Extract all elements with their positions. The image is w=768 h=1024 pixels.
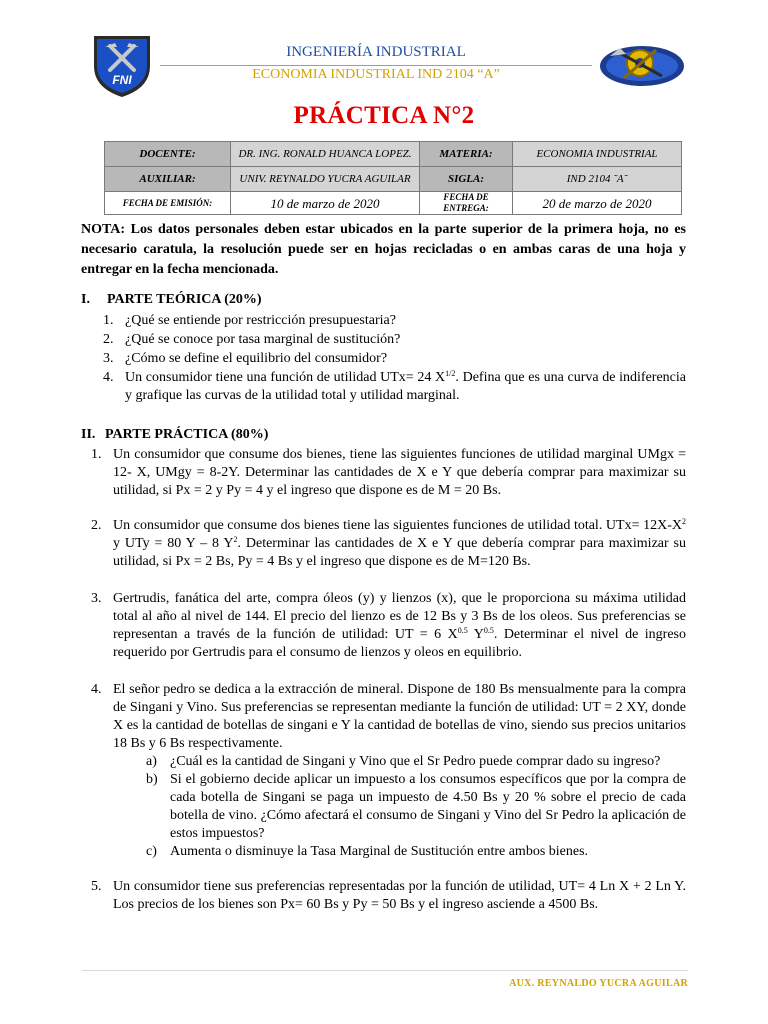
auxiliar-value: UNIV. REYNALDO YUCRA AGUILAR <box>231 167 420 192</box>
emision-value: 10 de marzo de 2020 <box>231 192 420 215</box>
sigla-value: IND 2104 ˜A˜ <box>513 167 682 192</box>
sigla-label: SIGLA: <box>420 167 513 192</box>
list-item: 4. Un consumidor tiene una función de utilidad UTx= 24 $X^{1/2}$. Defina que es una curva de indiferencia y grafique las curvas de la utilidad total y utilidad marginal. <box>103 369 686 403</box>
practice-problem-4: El señor pedro se dedica a la extracción de mineral. Dispone de 180 Bs mensualmente para la compra de Singani y Vino. Sus preferencias se representan mediante la función de utilidad: UT = 2 XY, donde X es la cantidad de botellas de singani e Y la cantidad de botellas de vino, siendo sus precios unitarios 18 Bs y 6 Bs respectivamente. <box>113 682 686 751</box>
header-course: ECONOMIA INDUSTRIAL IND 2104 “A” <box>252 67 500 82</box>
info-table <box>104 141 682 215</box>
section-title: PARTE TEÓRICA (20%) <box>107 292 262 307</box>
auxiliar-label: AUXILIAR: <box>105 167 231 192</box>
footer-divider <box>82 970 688 971</box>
fni-shield-logo <box>88 32 156 100</box>
list-item: 4. El señor pedro se dedica a la extracción de mineral. Dispone de 180 Bs mensualmente para la compra de Singani y Vino. Sus preferencias se representan mediante la función de utilidad: UT = 2 XY, donde X es la cantidad de botellas de singani e Y la cantidad de botellas de vino, siendo sus precios unitarios 18 Bs y 6 Bs respectivamente. <box>91 682 686 751</box>
list-item: 1. Un consumidor que consume dos bienes, tiene las siguientes funciones de utilidad marginal UMgx = 12- X, UMgy = 8-2Y. Determinar las cantidades de X e Y que debería comprar para maximizar su utilidad, si Px = 2 y Py = 4 y el ingreso que dispone es de M = 20 Bs. <box>91 447 686 498</box>
list-item: a) ¿Cuál es la cantidad de Singani y Vino que el Sr Pedro puede comprar dado su ingreso? <box>146 754 661 769</box>
practice-problem-3: Gertrudis, fanática del arte, compra óleos (y) y lienzos (x), que le proporciona su máxima utilidad total al año al nivel de 144. El precio del lienzo es de 12 Bs y 3 Bs de los oleos. Sus preferencias se representan a través de la función de utilidad: UT = 6 $X^{0.5}$ $Y^{0.5}$. Determinar el nivel de ingreso requerido por Gertrudis para el consumo de lienzos y oleos en equilibrio. <box>113 591 686 660</box>
info-row <box>105 192 682 215</box>
problem-4c: Aumenta o disminuye la Tasa Marginal de Sustitución entre ambos bienes. <box>170 844 589 859</box>
section-number: I. <box>81 292 90 307</box>
problem-4b: Si el gobierno decide aplicar un impuesto a los consumos específicos que por la compra de cada botella de Singani se paga un impuesto de 4.50 Bs y 20 % sobre el precio de cada botella de vino. ¿Cómo afectará el consumo de Singani y Vino del Sr Pedro la aplicación de estos impuestos? <box>170 772 686 841</box>
materia-value: ECONOMIA INDUSTRIAL <box>513 142 682 167</box>
fni-logo-text: FNI <box>112 73 132 87</box>
page-title: PRÁCTICA N°2 <box>293 102 475 129</box>
list-item: 3. Gertrudis, fanática del arte, compra óleos (y) y lienzos (x), que le proporciona su máxima utilidad total al año al nivel de 144. El precio del lienzo es de 12 Bs y 3 Bs de los oleos. Sus preferencias se representan a través de la función de utilidad: UT = 6 $X^{0.5}$ $Y^{0.5}$. Determinar el nivel de ingreso requerido por Gertrudis para el consumo de lienzos y oleos en equilibrio. <box>91 591 686 660</box>
problem-4a: ¿Cuál es la cantidad de Singani y Vino que el Sr Pedro puede comprar dado su ingreso? <box>170 754 661 769</box>
practice-problem-5: Un consumidor tiene sus preferencias representadas por la función de utilidad, UT= 4 Ln X + 2 Ln Y. Los precios de los bienes son Px= 60 Bs y Py = 50 Bs y el ingreso asciende a 4500 Bs. <box>113 879 686 912</box>
list-item: b) Si el gobierno decide aplicar un impuesto a los consumos específicos que por la compra de cada botella de Singani se paga un impuesto de 4.50 Bs y 20 % sobre el precio de cada botella de vino. ¿Cómo afectará el consumo de Singani y Vino del Sr Pedro la aplicación de estos impuestos? <box>146 772 686 841</box>
theory-question-2: ¿Qué se conoce por tasa marginal de sustitución? <box>125 332 401 347</box>
info-row <box>105 167 682 192</box>
list-item: 1. ¿Qué se entiende por restricción presupuestaria? <box>103 313 396 328</box>
list-item: 5. Un consumidor tiene sus preferencias representadas por la función de utilidad, UT= 4 Ln X + 2 Ln Y. Los precios de los bienes son Px= 60 Bs y Py = 50 Bs y el ingreso asciende a 4500 Bs. <box>91 879 686 912</box>
section-number: II. <box>81 427 96 442</box>
info-row <box>105 142 682 167</box>
docente-label: DOCENTE: <box>105 142 231 167</box>
theory-question-3: ¿Cómo se define el equilibrio del consumidor? <box>125 351 388 366</box>
list-item: c) Aumenta o disminuye la Tasa Marginal de Sustitución entre ambos bienes. <box>146 844 589 859</box>
note-paragraph: NOTA: Los datos personales deben estar ubicados en la parte superior de la primera hoja, no es necesario caratula, la resolución puede ser en hojas recicladas o en ambas caras de una hoja y entregar en la fecha mencionada. <box>81 222 686 277</box>
list-item: 2. Un consumidor que consume dos bienes tiene las siguientes funciones de utilidad total. $UTx= 12X-X^2$ y UTy = 80 Y – 8 $Y^2$. Determinar las cantidades de X e Y que debería comprar para maximizar su utilidad, si Px = 2 Bs, Py = 4 Bs y el ingreso que dispone es de M=120 Bs. <box>91 517 686 569</box>
practice-problem-1: Un consumidor que consume dos bienes, tiene las siguientes funciones de utilidad marginal UMgx = 12- X, UMgy = 8-2Y. Determinar las cantidades de X e Y que debería comprar para maximizar su utilidad, si Px = 2 y Py = 4 y el ingreso que dispone es de M = 20 Bs. <box>113 447 686 498</box>
theory-question-4: Un consumidor tiene una función de utilidad UTx= 24 $X^{1/2}$. Defina que es una curva de indiferencia y grafique las curvas de la utilidad total y utilidad marginal. <box>125 369 686 403</box>
gear-emblem-logo <box>596 36 688 92</box>
entrega-value: 20 de marzo de 2020 <box>513 192 682 215</box>
header-divider <box>160 65 592 66</box>
emision-label: FECHA DE EMISIÓN: <box>105 192 231 215</box>
list-item: 3. ¿Cómo se define el equilibrio del consumidor? <box>103 351 388 366</box>
footer-author: AUX. REYNALDO YUCRA AGUILAR <box>509 978 688 989</box>
theory-question-1: ¿Qué se entiende por restricción presupuestaria? <box>125 313 396 328</box>
entrega-label: FECHA DE ENTREGA: <box>420 192 513 215</box>
materia-label: MATERIA: <box>420 142 513 167</box>
practice-problem-2: Un consumidor que consume dos bienes tiene las siguientes funciones de utilidad total. $UTx= 12X-X^2$ y UTy = 80 Y – 8 $Y^2$. Determinar las cantidades de X e Y que debería comprar para maximizar su utilidad, si Px = 2 Bs, Py = 4 Bs y el ingreso que dispone es de M=120 Bs. <box>113 517 686 569</box>
docente-value: DR. ING. RONALD HUANCA LOPEZ. <box>231 142 420 167</box>
section-title: PARTE PRÁCTICA (80%) <box>105 427 269 442</box>
list-item: 2. ¿Qué se conoce por tasa marginal de sustitución? <box>103 332 401 347</box>
header-career: INGENIERÍA INDUSTRIAL <box>286 44 466 60</box>
